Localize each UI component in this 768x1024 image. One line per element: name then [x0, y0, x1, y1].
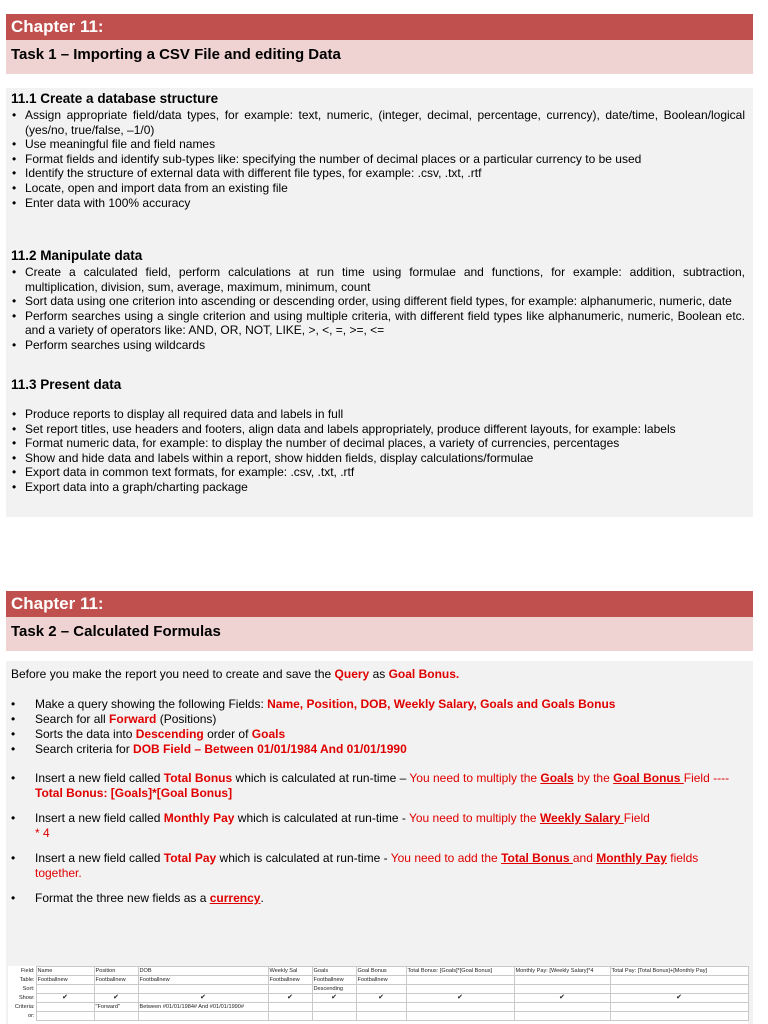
grid-cell[interactable] — [406, 985, 514, 994]
grid-cell[interactable]: "Forward" — [94, 1003, 138, 1012]
section-title-11-1: 11.1 Create a database structure — [11, 91, 219, 106]
slide-1 — [6, 14, 753, 74]
slide-1-content — [6, 88, 753, 517]
grid-cell[interactable] — [36, 1012, 94, 1021]
section-11-3-list — [11, 407, 745, 495]
show-checkbox[interactable]: ✔ — [312, 994, 356, 1003]
show-checkbox[interactable]: ✔ — [406, 994, 514, 1003]
list-item: • Format the three new fields as a currency. — [11, 891, 746, 906]
grid-cell[interactable]: Total Bonus: [Goals]*[Goal Bonus] — [406, 967, 514, 976]
list-item: • Export data in common text formats, for example: .csv, .txt, .rtf — [11, 465, 745, 480]
grid-cell[interactable]: Footballnew — [94, 976, 138, 985]
grid-cell[interactable] — [268, 1012, 312, 1021]
grid-cell[interactable]: Goal Bonus — [356, 967, 406, 976]
grid-cell[interactable]: Goals — [312, 967, 356, 976]
show-checkbox[interactable]: ✔ — [36, 994, 94, 1003]
grid-cell[interactable] — [514, 976, 610, 985]
grid-cell[interactable]: Position — [94, 967, 138, 976]
grid-cell[interactable]: Footballnew — [312, 976, 356, 985]
grid-cell[interactable]: Footballnew — [138, 976, 268, 985]
grid-row-or — [8, 1012, 748, 1021]
list-item: • Identify the structure of external data with different file types, for example: .csv, .txt, .rtf — [11, 166, 745, 181]
grid-cell[interactable]: Total Pay: [Total Bonus]+[Monthly Pay] — [610, 967, 748, 976]
grid-cell[interactable]: Footballnew — [36, 976, 94, 985]
grid-cell[interactable] — [356, 1012, 406, 1021]
task-list-2 — [11, 771, 746, 801]
grid-cell[interactable] — [514, 985, 610, 994]
list-item: • Insert a new field called Total Pay which is calculated at run-time - You need to add the Total Bonus and Monthly Pay fields together. — [11, 851, 746, 881]
list-item: • Assign appropriate field/data types, for example: text, numeric, (integer, decimal, percentage, currency), date/time, Boolean/logical (yes/no, true/false, –1/0) — [11, 108, 745, 137]
grid-cell[interactable] — [610, 1003, 748, 1012]
grid-cell[interactable] — [356, 1003, 406, 1012]
grid-cell[interactable]: Footballnew — [356, 976, 406, 985]
grid-cell[interactable] — [312, 1003, 356, 1012]
intro-text: Before you make the report you need to create and save the Query as Goal Bonus. — [11, 667, 460, 681]
task-list-5 — [11, 891, 746, 906]
list-item: • Make a query showing the following Fields: Name, Position, DOB, Weekly Salary, Goals and Goals Bonus — [11, 697, 746, 712]
query-grid-table — [8, 966, 749, 1021]
grid-cell[interactable]: Descending — [312, 985, 356, 994]
list-item: • Locate, open and import data from an existing file — [11, 181, 745, 196]
section-11-1-list — [11, 108, 745, 210]
slide-2 — [6, 591, 753, 651]
show-checkbox[interactable]: ✔ — [268, 994, 312, 1003]
grid-cell[interactable]: Weekly Sal — [268, 967, 312, 976]
grid-cell[interactable] — [36, 1003, 94, 1012]
grid-cell[interactable] — [94, 1012, 138, 1021]
grid-cell[interactable] — [94, 985, 138, 994]
list-item: • Export data into a graph/charting package — [11, 480, 745, 495]
grid-row-label: Show: — [8, 994, 36, 1003]
section-title-11-3: 11.3 Present data — [11, 377, 122, 392]
show-checkbox[interactable]: ✔ — [514, 994, 610, 1003]
grid-cell[interactable] — [610, 976, 748, 985]
grid-row-tables — [8, 976, 748, 985]
grid-row-label: Sort: — [8, 985, 36, 994]
grid-cell[interactable] — [36, 985, 94, 994]
show-checkbox[interactable]: ✔ — [138, 994, 268, 1003]
task-list-4 — [11, 851, 746, 881]
task-list-1 — [11, 697, 746, 757]
grid-cell[interactable] — [406, 976, 514, 985]
list-item: • Create a calculated field, perform calculations at run time using formulae and functions, for example: addition, subtraction, multiplication, division, sum, average, maximum, minimum, count — [11, 265, 745, 294]
query-design-grid — [8, 966, 748, 1024]
grid-row-sorts — [8, 985, 748, 994]
grid-cell[interactable] — [268, 1003, 312, 1012]
list-item: • Format fields and identify sub-types like: specifying the number of decimal places or a particular currency to be used — [11, 152, 745, 167]
grid-cell[interactable] — [138, 1012, 268, 1021]
task-list-3 — [11, 811, 746, 841]
list-item: • Search for all Forward (Positions) — [11, 712, 746, 727]
show-checkbox[interactable]: ✔ — [356, 994, 406, 1003]
task-title: Task 1 – Importing a CSV File and editing Data — [6, 40, 753, 74]
grid-row-criteria — [8, 1003, 748, 1012]
list-item: • Perform searches using a single criterion and using multiple criteria, with different field types like alphanumeric, numeric, Boolean etc. and a variety of operators like: AND, OR, NOT, LIKE, >, <, =, >=, <= — [11, 309, 745, 338]
grid-cell[interactable] — [356, 985, 406, 994]
list-item: • Show and hide data and labels within a report, show hidden fields, display calculations/formulae — [11, 451, 745, 466]
grid-row-label: or: — [8, 1012, 36, 1021]
grid-cell[interactable] — [406, 1012, 514, 1021]
grid-cell[interactable]: Between #01/01/1984# And #01/01/1990# — [138, 1003, 268, 1012]
grid-cell[interactable] — [406, 1003, 514, 1012]
grid-cell[interactable]: Monthly Pay: [Weekly Salary]*4 — [514, 967, 610, 976]
section-title-11-2: 11.2 Manipulate data — [11, 248, 143, 263]
grid-cell[interactable] — [514, 1012, 610, 1021]
list-item: • Perform searches using wildcards — [11, 338, 745, 353]
grid-row-label: Field: — [8, 967, 36, 976]
grid-cell[interactable] — [514, 1003, 610, 1012]
list-item: • Format numeric data, for example: to display the number of decimal places, a variety of currencies, percentages — [11, 436, 745, 451]
list-item: • Insert a new field called Total Bonus which is calculated at run-time – You need to multiply the Goals by the Goal Bonus Field ---- Total Bonus: [Goals]*[Goal Bonus] — [11, 771, 746, 801]
chapter-title: Chapter 11: — [6, 14, 753, 40]
list-item: • Search criteria for DOB Field – Between 01/01/1984 And 01/01/1990 — [11, 742, 746, 757]
grid-cell[interactable] — [312, 1012, 356, 1021]
grid-cell[interactable]: DOB — [138, 967, 268, 976]
grid-row-show — [8, 994, 748, 1003]
section-11-2-list — [11, 265, 745, 353]
list-item: • Sorts the data into Descending order of Goals — [11, 727, 746, 742]
grid-cell[interactable]: Name — [36, 967, 94, 976]
grid-cell[interactable] — [610, 1012, 748, 1021]
grid-row-label: Criteria: — [8, 1003, 36, 1012]
grid-row-label: Table: — [8, 976, 36, 985]
grid-row-fields — [8, 967, 748, 976]
list-item: • Enter data with 100% accuracy — [11, 196, 745, 211]
list-item: • Set report titles, use headers and footers, align data and labels appropriately, produce different layouts, for example: labels — [11, 422, 745, 437]
list-item: • Use meaningful file and field names — [11, 137, 745, 152]
grid-cell[interactable] — [268, 985, 312, 994]
list-item: • Produce reports to display all required data and labels in full — [11, 407, 745, 422]
list-item: • Sort data using one criterion into ascending or descending order, using different field types, for example: alphanumeric, numeric, date — [11, 294, 745, 309]
chapter-title: Chapter 11: — [6, 591, 753, 617]
show-checkbox[interactable]: ✔ — [94, 994, 138, 1003]
list-item: • Insert a new field called Monthly Pay which is calculated at run-time - You need to multiply the Weekly Salary Field * 4 — [11, 811, 746, 841]
task-title: Task 2 – Calculated Formulas — [6, 617, 753, 651]
grid-cell[interactable] — [610, 985, 748, 994]
grid-cell[interactable] — [138, 985, 268, 994]
show-checkbox[interactable]: ✔ — [610, 994, 748, 1003]
grid-cell[interactable]: Footballnew — [268, 976, 312, 985]
